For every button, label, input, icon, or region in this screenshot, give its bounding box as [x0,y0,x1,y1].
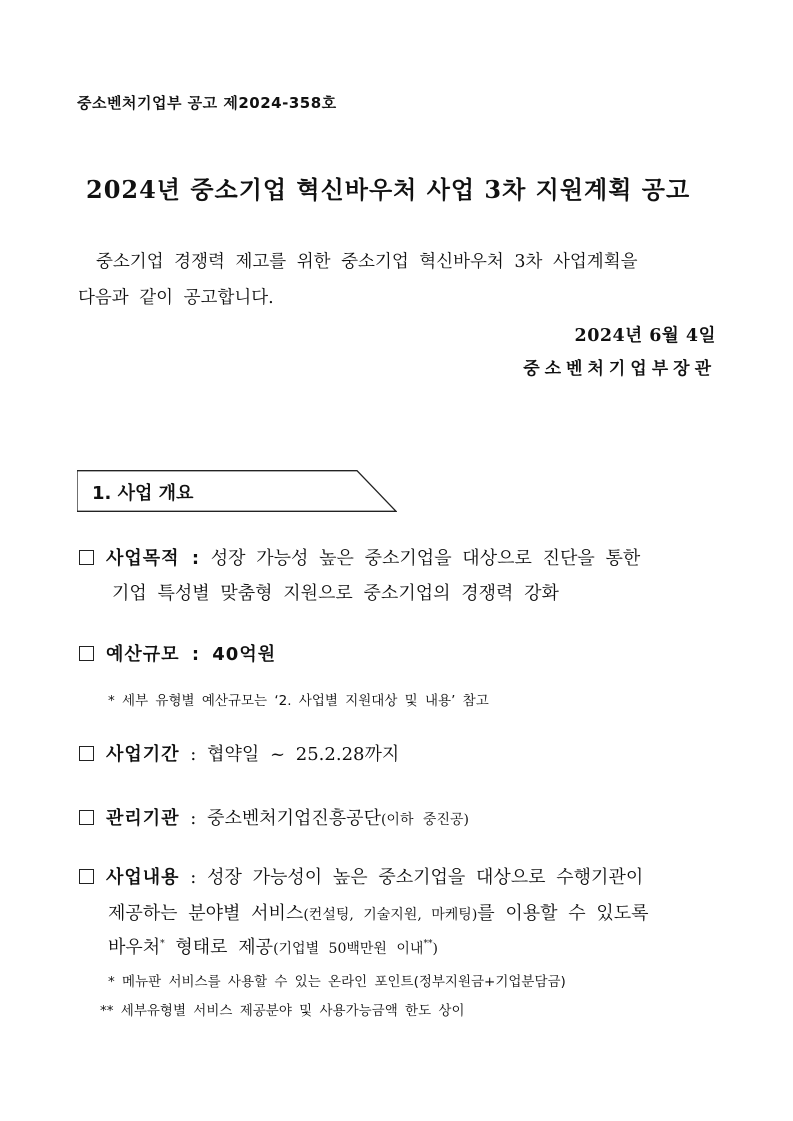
checkbox-period [79,746,94,761]
content-line-1 [106,863,643,889]
intro-line-1: 중소기업 경쟁력 제고를 위한 중소기업 혁신바우처 3차 사업계획을 [96,252,638,272]
notice-number: 중소벤처기업부 공고 제2024-358호 [77,94,337,112]
document-title: 2024년 중소기업 혁신바우처 사업 3차 지원계획 공고 [86,175,691,204]
purpose-text-1: 성장 가능성 높은 중소기업을 대상으로 진단을 통한 [210,548,641,569]
content-note-2: ** 세부유형별 서비스 제공분야 및 사용가능금액 한도 상이 [100,1003,465,1019]
content-note-1: * 메뉴판 서비스를 사용할 수 있는 온라인 포인트(정부지원금+기업분담금) [108,974,566,990]
content-line-3 [108,933,438,959]
content-sup-1: * [160,939,165,949]
section-heading-label: 1. 사업 개요 [92,483,194,504]
content-text-3-close: ) [432,941,438,957]
content-text-3-limit: (기업별 50백만원 이내 [273,941,424,957]
checkbox-budget [79,646,94,661]
content-label: 사업내용 [106,867,180,888]
agency-abbrev: (이하 중진공) [380,812,469,828]
budget-line [106,640,276,666]
issuer-name: 중소벤처기업부장관 [523,359,716,379]
content-text-2-services: (컨설팅, 기술지원, 마케팅) [303,907,478,923]
checkbox-agency [79,810,94,825]
content-line-2 [108,899,649,925]
purpose-label: 사업목적 : [106,548,201,569]
purpose-text-2: 기업 특성별 맞춤형 지원으로 중소기업의 경쟁력 강화 [112,583,559,604]
content-sup-2: ** [423,939,433,949]
intro-line-2: 다음과 같이 공고합니다. [78,288,274,308]
agency-label: 관리기관 [106,808,180,829]
period-text: : 협약일 ~ 25.2.28까지 [190,744,400,765]
period-line [106,740,399,766]
content-text-3b: 형태로 제공 [164,937,274,958]
content-text-2b: 를 이용할 수 있도록 [477,903,649,924]
agency-line [106,804,469,830]
budget-note: * 세부 유형별 예산규모는 ‘2. 사업별 지원대상 및 내용’ 참고 [108,693,489,709]
checkbox-content [79,869,94,884]
checkbox-purpose [79,550,94,565]
agency-text: : 중소벤처기업진흥공단 [190,808,381,829]
period-label: 사업기간 [106,744,180,765]
content-text-2a: 제공하는 분야별 서비스 [108,903,304,924]
content-text-3a: 바우처 [108,937,161,958]
content-text-1: : 성장 가능성이 높은 중소기업을 대상으로 수행기관이 [190,867,644,888]
purpose-line-1 [106,544,640,570]
announcement-date: 2024년 6월 4일 [574,326,716,346]
budget-label: 예산규모 : 40억원 [106,644,277,665]
